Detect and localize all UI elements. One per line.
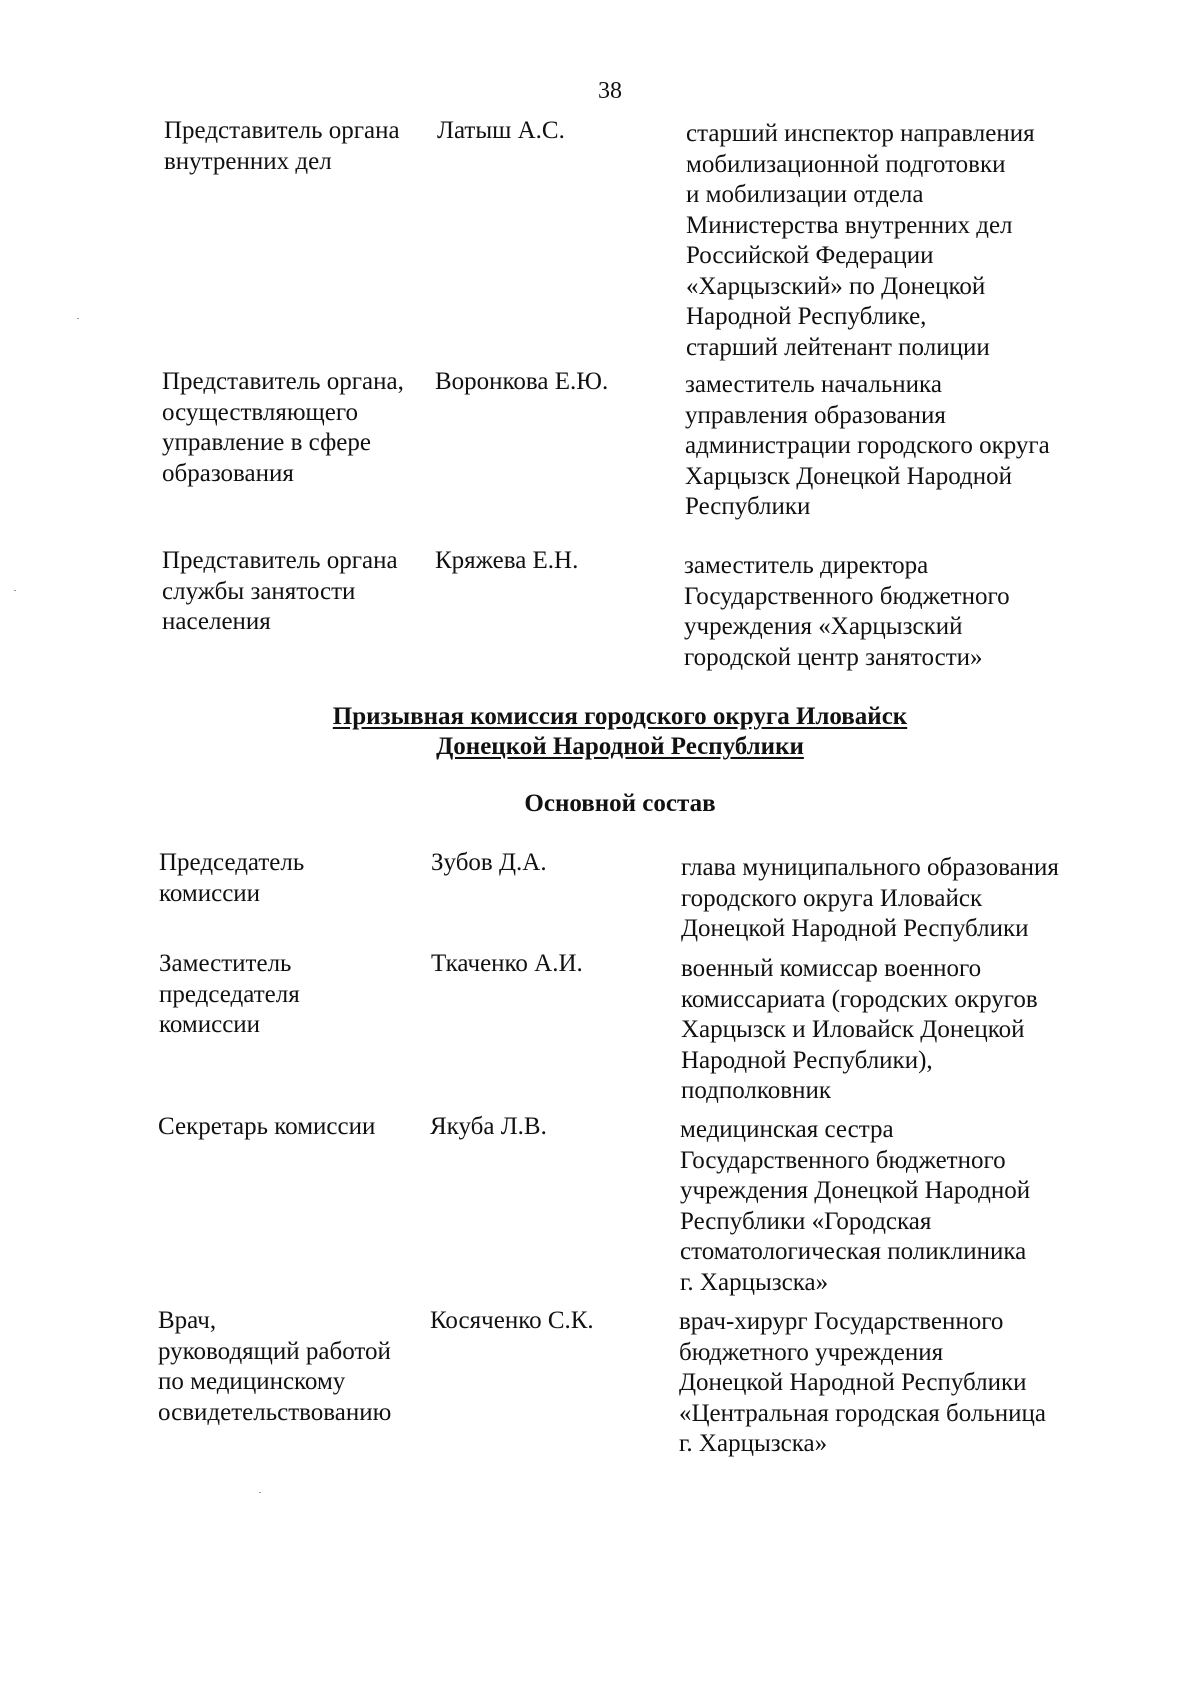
commission-heading: [0, 702, 1200, 762]
scan-speck: [14, 590, 16, 591]
member-role: Представитель органа службы занятости населения: [162, 547, 398, 635]
scan-speck: [259, 1492, 261, 1493]
member-position: заместитель начальника управления образования администрации городского округа Харцызск Донецкой Народной Республики: [685, 371, 1050, 520]
member-name: Латыш А.С.: [437, 117, 565, 144]
member-role: Представитель органа внутренних дел: [164, 117, 400, 175]
member-position: медицинская сестра Государственного бюджетного учреждения Донецкой Народной Республики «Городская стоматологическая поликлиника г. Харцызска»: [680, 1116, 1031, 1296]
member-name: Зубов Д.А.: [431, 849, 547, 876]
member-role: Секретарь комиссии: [158, 1113, 376, 1140]
member-role: Врач, руководящий работой по медицинскому освидетельствованию: [158, 1307, 392, 1426]
scan-speck: [77, 318, 79, 319]
commission-heading-line1: Призывная комиссия городского округа Иловайск: [332, 703, 908, 730]
member-role: Председатель комиссии: [159, 849, 305, 907]
member-position: заместитель директора Государственного бюджетного учреждения «Харцызский городской центр занятости»: [684, 552, 1010, 671]
page-number: 38: [598, 78, 622, 104]
member-name: Воронкова Е.Ю.: [435, 368, 609, 395]
member-position: старший инспектор направления мобилизационной подготовки и мобилизации отдела Министерства внутренних дел Российской Федерации «Харцызский» по Донецкой Народной Республике, старший лейтенант полиции: [686, 120, 1035, 361]
composition-heading: Основной состав: [524, 790, 716, 817]
member-role: Представитель органа, осуществляющего управление в сфере образования: [162, 368, 404, 487]
member-name: Кряжева Е.Н.: [435, 547, 579, 574]
member-name: Ткаченко А.И.: [431, 950, 583, 977]
member-role: Заместитель председателя комиссии: [159, 950, 300, 1038]
member-name: Якуба Л.В.: [430, 1113, 547, 1140]
member-position: врач-хирург Государственного бюджетного учреждения Донецкой Народной Республики «Центральная городская больница г. Харцызска»: [679, 1308, 1047, 1457]
member-position: военный комиссар военного комиссариата (городских округов Харцызск и Иловайск Донецкой Народной Республики), подполковник: [681, 955, 1038, 1104]
member-position: глава муниципального образования городского округа Иловайск Донецкой Народной Республики: [681, 854, 1059, 942]
commission-heading-line2: Донецкой Народной Республики: [436, 733, 804, 760]
member-name: Косяченко С.К.: [430, 1307, 594, 1334]
